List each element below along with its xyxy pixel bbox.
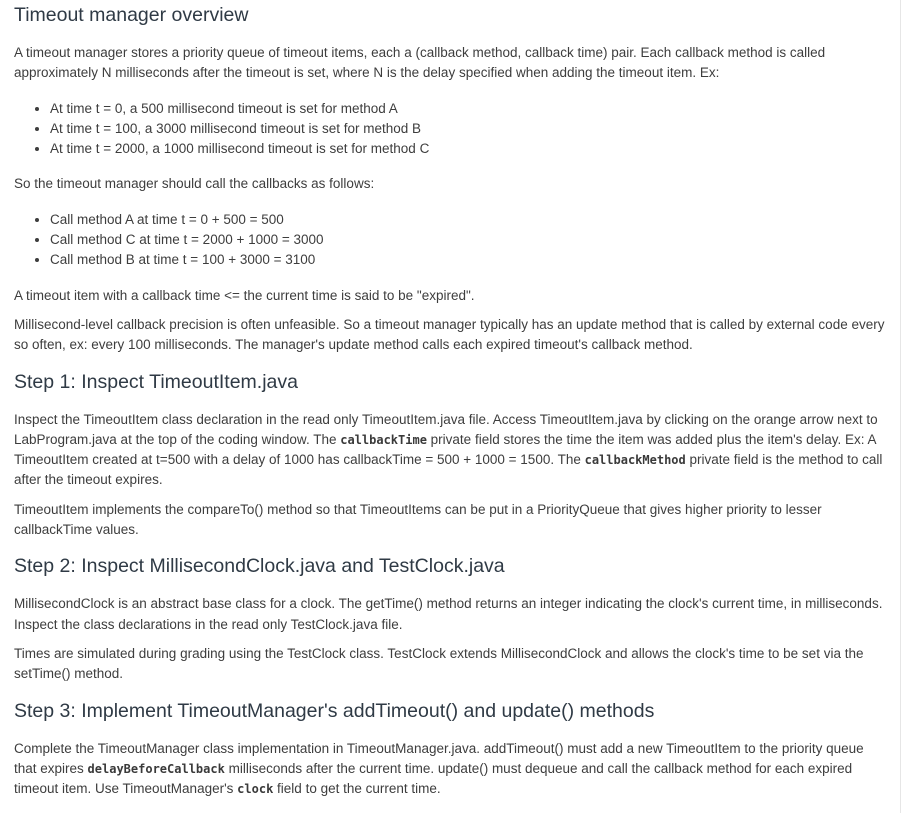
callback-order-intro: So the timeout manager should call the callbacks as follows: [14,176,375,192]
list-item: • At time t = 100, a 3000 millisecond timeout is set for method B [50,119,886,139]
callbackmethod-code: callbackMethod [584,453,686,468]
timeout-set-list [14,99,886,160]
delaybeforecallback-code: delayBeforeCallback [87,761,225,776]
clock-code: clock [237,782,274,797]
step2-paragraph-1: MillisecondClock is an abstract base class for a clock. The getTime() method returns an integer indicating the clock's current time, in milliseconds. Inspect the class declarations in the read only TestClock.java file. [14,596,883,632]
text-run: Complete the TimeoutManager class implementation in TimeoutManager.java. addTimeout() must add a new TimeoutItem to the priority queue that expires [14,740,864,776]
text-run: milliseconds after the current time. update() must dequeue and call the callback method for each expired timeout item. Use TimeoutManager's [14,760,853,797]
step3-heading: Step 3: Implement TimeoutManager's addTimeout() and update() methods [14,699,655,722]
lab-instructions [14,0,886,799]
step2-heading: Step 2: Inspect MillisecondClock.java and TestClock.java [14,555,505,578]
step3-paragraph-1 [14,739,886,800]
step1-paragraph-2: TimeoutItem implements the compareTo() method so that TimeoutItems can be put in a PriorityQueue that gives higher priority to lesser callbackTime values. [14,501,822,538]
step1-heading: Step 1: Inspect TimeoutItem.java [14,370,298,393]
text-run: Inspect the TimeoutItem class declaration in the read only TimeoutItem.java file. Access TimeoutItem.java by clicking on the orange arrow next to LabProgram.java at the top of the coding window. The [14,411,878,447]
page-title: Timeout manager overview [14,4,249,26]
list-item: • Call method A at time t = 0 + 500 = 500 [50,210,886,230]
list-item: • Call method B at time t = 100 + 3000 = 3100 [50,250,886,270]
text-run: field to get the current time. [273,781,441,797]
list-item: • At time t = 2000, a 1000 millisecond timeout is set for method C [50,139,886,159]
precision-paragraph: Millisecond-level callback precision is often unfeasible. So a timeout manager typically has an update method that is called by external code every so often, ex: every 100 milliseconds. The manager's update method calls each expired timeout's callback method. [14,316,885,353]
step2-paragraph-2: Times are simulated during grading using the TestClock class. TestClock extends MillisecondClock and allows the clock's time to be set via the setTime() method. [14,645,864,682]
callback-order-list [14,210,886,271]
text-run: private field is the method to call after the timeout expires. [14,452,883,488]
expired-definition: A timeout item with a callback time <= the current time is said to be "expired". [14,287,475,303]
text-run: private field stores the time the item was added plus the item's delay. Ex: A TimeoutItem created at t=500 with a delay of 1000 has callbackTime = 500 + 1000 = 1500. The [14,431,876,468]
intro-paragraph: A timeout manager stores a priority queue of timeout items, each a (callback method, callback time) pair. Each callback method is called approximately N milliseconds after the timeout is set, where N is the delay specified when adding the timeout item. Ex: [14,45,826,81]
list-item: • At time t = 0, a 500 millisecond timeout is set for method A [50,99,886,119]
step1-paragraph-1 [14,410,886,491]
list-item: • Call method C at time t = 2000 + 1000 = 3000 [50,230,886,250]
callbacktime-code: callbackTime [340,432,427,447]
